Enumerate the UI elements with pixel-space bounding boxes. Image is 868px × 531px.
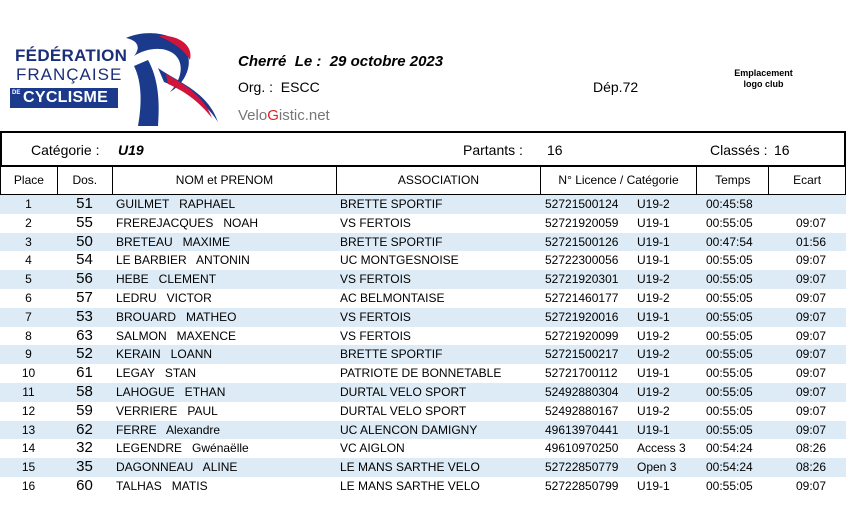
cell-temps: 00:54:24 xyxy=(706,441,753,456)
cell-nom: GUILMET RAPHAEL xyxy=(116,197,236,211)
cell-ecart: 09:07 xyxy=(795,328,826,343)
cell-association: VS FERTOIS xyxy=(340,215,411,230)
cell-ecart: 09:07 xyxy=(795,422,826,437)
table-row xyxy=(0,214,846,233)
cell-ecart: 09:07 xyxy=(795,253,826,268)
cell-nom: LEGAY STAN xyxy=(116,366,197,381)
cell-dos: 58 xyxy=(76,382,93,400)
cell-temps: 00:55:05 xyxy=(706,253,753,268)
ffc-line2: FRANÇAISE xyxy=(16,65,123,84)
cell-dos: 35 xyxy=(76,458,93,476)
cell-place: 4 xyxy=(25,253,32,268)
cell-association: BRETTE SPORTIF xyxy=(340,347,443,362)
cell-licence xyxy=(541,439,698,458)
cell-place: 7 xyxy=(25,309,32,324)
cell-dos: 55 xyxy=(76,213,93,231)
table-row xyxy=(0,345,846,364)
cell-temps: 00:47:54 xyxy=(706,234,753,249)
table-header xyxy=(0,167,846,195)
cell-association: VS FERTOIS xyxy=(340,309,411,324)
cell-place: 6 xyxy=(25,290,32,305)
col-ecart: Ecart xyxy=(793,173,822,187)
cell-licence xyxy=(541,477,698,496)
cell-association: VS FERTOIS xyxy=(340,272,411,287)
cell-association: UC ALENCON DAMIGNY xyxy=(340,422,478,437)
cell-temps: 00:55:05 xyxy=(706,366,753,381)
club-logo-line1: Emplacement xyxy=(734,68,793,78)
cell-nom: HEBE CLEMENT xyxy=(116,272,217,287)
col-temps: Temps xyxy=(697,167,769,194)
table-body xyxy=(0,195,846,496)
cell-licence xyxy=(541,308,698,327)
cell-temps: 00:55:05 xyxy=(706,478,753,493)
cell-place: 2 xyxy=(25,215,32,230)
licence-category: U19-2 xyxy=(637,403,670,418)
table-row xyxy=(0,439,846,458)
classes-value: 16 xyxy=(774,142,790,158)
licence-category: U19-1 xyxy=(637,422,670,437)
licence-category: U19-1 xyxy=(637,215,670,230)
results-table xyxy=(0,131,846,496)
licence-number: 52722850799 xyxy=(545,478,619,493)
cell-ecart: 09:07 xyxy=(795,290,826,305)
licence-category: U19-2 xyxy=(637,272,670,287)
cell-nom: KERAIN LOANN xyxy=(116,347,213,362)
cell-ecart: 09:07 xyxy=(795,215,826,230)
col-place: Place xyxy=(1,167,58,194)
licence-number: 52722300056 xyxy=(545,253,619,268)
cell-ecart: 09:07 xyxy=(795,403,826,418)
cell-association: VC AIGLON xyxy=(340,441,405,456)
cell-place: 13 xyxy=(21,422,36,437)
cell-association: BRETTE SPORTIF xyxy=(340,234,443,249)
cell-ecart: 01:56 xyxy=(795,234,826,249)
cell-temps: 00:45:58 xyxy=(706,197,753,211)
cell-dos: 57 xyxy=(76,288,93,306)
cell-place: 11 xyxy=(22,384,35,399)
cell-ecart: 08:26 xyxy=(795,441,826,456)
cell-place: 9 xyxy=(25,347,32,362)
licence-number: 52721920059 xyxy=(545,215,619,230)
col-nom: NOM et PRENOM xyxy=(113,167,337,194)
licence-number: 52492880167 xyxy=(545,403,619,418)
cell-ecart: 09:07 xyxy=(795,347,826,362)
velogistic-brand xyxy=(238,107,330,124)
licence-category: U19-2 xyxy=(637,290,670,305)
cell-dos: 53 xyxy=(76,307,93,325)
cell-place: 16 xyxy=(21,478,36,493)
classes-label: Classés : xyxy=(710,142,768,158)
cell-association: DURTAL VELO SPORT xyxy=(340,384,467,399)
org-label: Org. : xyxy=(238,79,274,95)
cell-nom: TALHAS MATIS xyxy=(116,478,208,493)
cell-licence xyxy=(541,458,698,477)
licence-category: Open 3 xyxy=(637,460,677,475)
cell-association: LE MANS SARTHE VELO xyxy=(340,460,480,475)
licence-number: 52721700112 xyxy=(545,366,618,381)
cell-dos: 61 xyxy=(76,364,93,382)
cell-licence xyxy=(541,289,698,308)
table-row xyxy=(0,233,846,252)
cell-licence xyxy=(541,421,698,440)
licence-category: U19-2 xyxy=(637,347,670,362)
table-row xyxy=(0,251,846,270)
cell-place: 14 xyxy=(21,441,36,456)
col-association: ASSOCIATION xyxy=(337,167,541,194)
date-label: Le : xyxy=(294,53,322,70)
cell-licence xyxy=(541,270,698,289)
partants-label: Partants : xyxy=(463,142,523,158)
cell-licence xyxy=(541,233,698,252)
velo-suffix: istic.net xyxy=(278,107,330,124)
cell-dos: 59 xyxy=(76,401,93,419)
cell-dos: 62 xyxy=(76,420,93,438)
table-row xyxy=(0,289,846,308)
cell-ecart: 09:07 xyxy=(795,309,826,324)
licence-category: U19-1 xyxy=(637,253,670,268)
city: Cherré xyxy=(238,53,287,70)
race-title xyxy=(238,53,443,70)
cell-dos: 52 xyxy=(76,345,93,363)
licence-category: U19-2 xyxy=(637,197,670,211)
licence-category: U19-2 xyxy=(637,384,670,399)
cell-nom: LEGENDRE Gwénaëlle xyxy=(116,441,249,456)
velo-prefix: Velo xyxy=(238,107,268,124)
cell-place: 8 xyxy=(25,328,32,343)
category-row xyxy=(0,131,846,167)
velo-g: G xyxy=(267,107,279,124)
licence-number: 52721920301 xyxy=(545,272,619,287)
cell-licence xyxy=(541,195,698,214)
cell-ecart xyxy=(770,195,846,214)
cell-place: 3 xyxy=(25,234,32,249)
licence-number: 49610970250 xyxy=(545,441,619,456)
table-row xyxy=(0,421,846,440)
cell-place: 1 xyxy=(25,197,32,211)
licence-number: 52721920016 xyxy=(545,309,619,324)
table-row xyxy=(0,383,846,402)
cell-temps: 00:55:05 xyxy=(706,347,753,362)
cell-licence xyxy=(541,345,698,364)
cell-ecart: 09:07 xyxy=(795,272,826,287)
cell-licence xyxy=(541,327,698,346)
category-label: Catégorie : xyxy=(31,142,100,158)
cell-association: LE MANS SARTHE VELO xyxy=(340,478,480,493)
category-value: U19 xyxy=(118,142,144,158)
table-row xyxy=(0,364,846,383)
cell-place: 10 xyxy=(21,366,36,381)
licence-number: 52721920099 xyxy=(545,328,619,343)
table-row xyxy=(0,458,846,477)
cell-nom: FERRE Alexandre xyxy=(116,422,221,437)
table-row xyxy=(0,270,846,289)
cell-association: AC BELMONTAISE xyxy=(340,290,445,305)
cell-ecart: 09:07 xyxy=(795,366,826,381)
licence-category: U19-1 xyxy=(637,366,670,381)
cell-temps: 00:55:05 xyxy=(706,422,753,437)
race-date: 29 octobre 2023 xyxy=(329,53,444,70)
cell-temps: 00:55:05 xyxy=(706,328,753,343)
licence-number: 52721500126 xyxy=(545,234,619,249)
cell-ecart: 09:07 xyxy=(795,478,826,493)
cell-nom: LEDRU VICTOR xyxy=(116,290,212,305)
cell-association: BRETTE SPORTIF xyxy=(340,197,443,211)
ffc-de: DE xyxy=(12,90,21,96)
cell-association: VS FERTOIS xyxy=(340,328,411,343)
cell-nom: VERRIERE PAUL xyxy=(116,403,218,418)
cell-nom: BRETEAU MAXIME xyxy=(116,234,231,249)
cell-association: PATRIOTE DE BONNETABLE xyxy=(340,366,502,381)
cell-temps: 00:55:05 xyxy=(706,272,753,287)
cell-licence xyxy=(541,214,698,233)
licence-category: U19-1 xyxy=(637,478,670,493)
table-row xyxy=(0,308,846,327)
cell-place: 5 xyxy=(25,272,32,287)
col-licence: N° Licence / Catégorie xyxy=(541,167,698,194)
cell-temps: 00:55:05 xyxy=(706,384,753,399)
cell-temps: 00:55:05 xyxy=(706,403,753,418)
department: Dép.72 xyxy=(593,79,639,95)
licence-category: U19-1 xyxy=(637,234,670,249)
licence-number: 52721500217 xyxy=(545,347,619,362)
cell-dos: 50 xyxy=(76,232,93,250)
cell-dos: 60 xyxy=(76,476,93,494)
table-row xyxy=(0,402,846,421)
cell-dos: 51 xyxy=(76,195,93,212)
cell-nom: SALMON MAXENCE xyxy=(116,328,237,343)
licence-number: 52722850779 xyxy=(545,460,619,475)
cell-dos: 32 xyxy=(76,439,93,457)
partants-value: 16 xyxy=(547,142,563,158)
table-row xyxy=(0,327,846,346)
cell-place: 15 xyxy=(21,460,36,475)
cell-nom: BROUARD MATHEO xyxy=(116,309,237,324)
cell-nom: LAHOGUE ETHAN xyxy=(116,384,226,399)
licence-number: 52492880304 xyxy=(545,384,619,399)
licence-category: U19-2 xyxy=(637,328,670,343)
cell-dos: 54 xyxy=(76,251,93,269)
table-row xyxy=(0,477,846,496)
cell-ecart: 09:07 xyxy=(795,384,826,399)
club-logo-line2: logo club xyxy=(743,79,784,89)
cell-licence xyxy=(541,251,698,270)
licence-number: 52721460177 xyxy=(545,290,619,305)
cell-temps: 00:54:24 xyxy=(706,460,753,475)
licence-category: U19-1 xyxy=(637,309,670,324)
cell-temps: 00:55:05 xyxy=(706,309,753,324)
cell-temps: 00:55:05 xyxy=(706,290,753,305)
org-value: ESCC xyxy=(280,79,320,95)
cell-nom: FREREJACQUES NOAH xyxy=(116,215,259,230)
table-row xyxy=(0,195,846,214)
licence-category: Access 3 xyxy=(637,441,686,456)
cell-ecart: 08:26 xyxy=(795,460,826,475)
cell-licence xyxy=(541,402,698,421)
cell-nom: DAGONNEAU ALINE xyxy=(116,460,238,475)
col-dos: Dos. xyxy=(58,167,113,194)
cell-licence xyxy=(541,364,698,383)
ffc-line1: FÉDÉRATION xyxy=(15,46,128,65)
cell-temps: 00:55:05 xyxy=(706,215,753,230)
licence-number: 49613970441 xyxy=(545,422,619,437)
licence-number: 52721500124 xyxy=(545,197,619,211)
cell-association: UC MONTGESNOISE xyxy=(340,253,459,268)
organizer-line xyxy=(238,79,320,95)
cell-place: 12 xyxy=(21,403,36,418)
cell-licence xyxy=(541,383,698,402)
cell-association: DURTAL VELO SPORT xyxy=(340,403,467,418)
cell-dos: 56 xyxy=(76,270,93,288)
ffc-line3: CYCLISME xyxy=(23,89,109,106)
cell-dos: 63 xyxy=(76,326,93,344)
club-logo-placeholder xyxy=(686,45,841,120)
cell-nom: LE BARBIER ANTONIN xyxy=(116,253,250,268)
